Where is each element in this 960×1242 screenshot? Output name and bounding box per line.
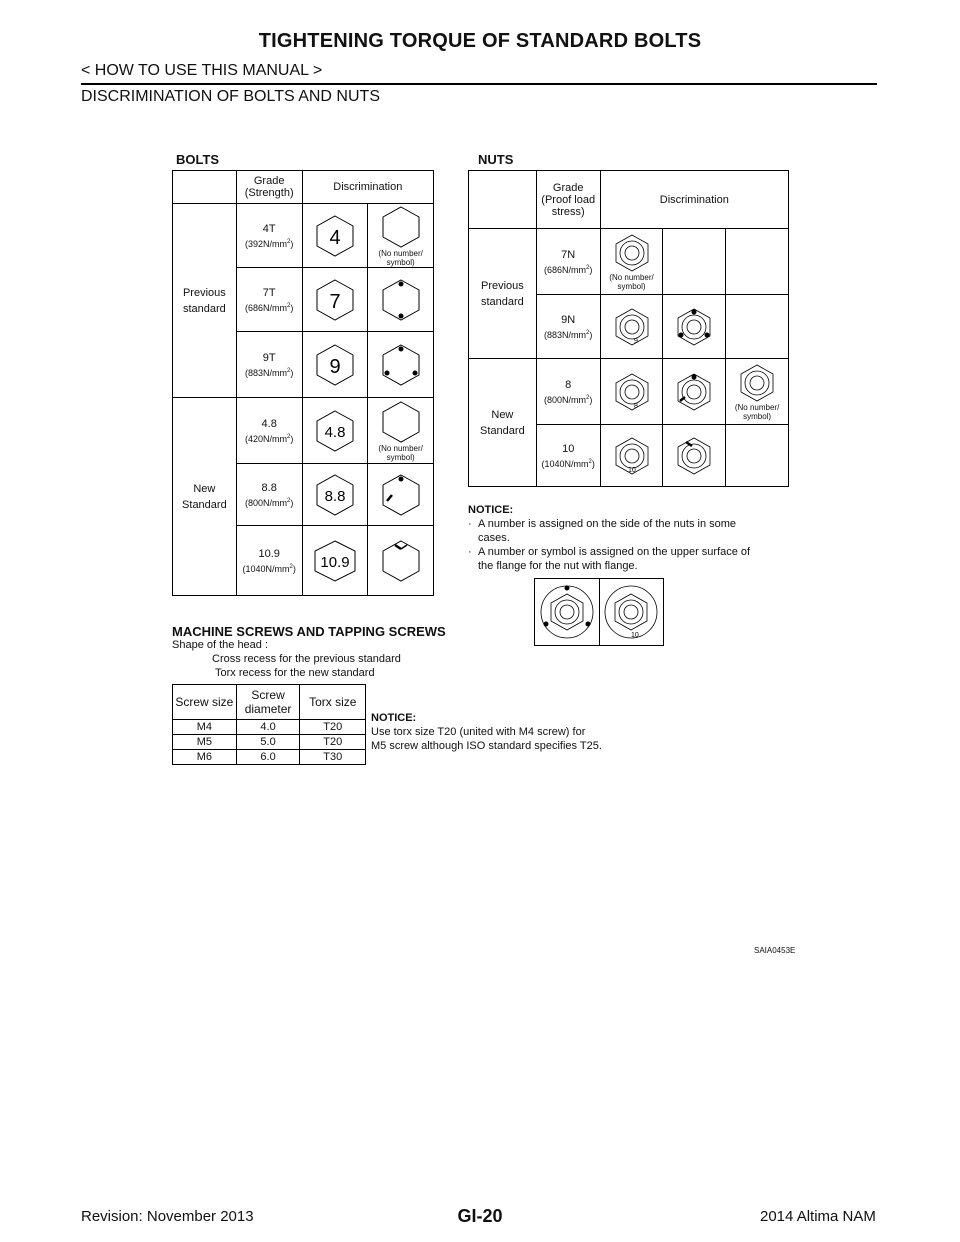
screw-cell: 4.0	[236, 720, 300, 735]
nuts-previous-standard: Previous standard	[469, 229, 537, 359]
nut-empty-cell	[726, 229, 789, 295]
page-number: GI-20	[457, 1206, 503, 1226]
nuts-label: NUTS	[478, 152, 514, 167]
bolt-head-number-icon	[315, 214, 355, 258]
nut-grade-cell	[536, 359, 600, 425]
nut-symbol-cell	[600, 229, 663, 295]
screw-cell: 6.0	[236, 750, 300, 765]
nuts-header-spacer	[469, 171, 537, 229]
bolt-head-number-icon	[315, 473, 355, 517]
revision-label: Revision: November 2013	[81, 1208, 254, 1225]
screw-table	[172, 684, 366, 765]
bolt-number-cell	[302, 332, 368, 398]
bolt-strength: $(420N/mm^2)$	[244, 433, 294, 444]
machine-screws-title: MACHINE SCREWS AND TAPPING SCREWS	[172, 624, 446, 639]
nut-plain-icon	[737, 363, 777, 403]
nut-strength: $(1040N/mm^2)$	[541, 458, 595, 469]
nut-strength: $(883N/mm^2)$	[544, 329, 593, 340]
table-row	[173, 750, 366, 765]
no-symbol-label: (No number/ symbol)	[378, 248, 423, 267]
screw-col-header: Screw size	[173, 685, 237, 720]
flange-nut-number	[600, 579, 664, 645]
nut-symbol-cell	[663, 359, 726, 425]
no-symbol-label: (No number/ symbol)	[609, 272, 654, 291]
bolt-grade: 9T	[262, 351, 276, 364]
bolt-grade: 4T	[262, 222, 276, 235]
notice-title: NOTICE:	[371, 712, 417, 724]
shape-new: Torx recess for the new standard	[215, 667, 375, 679]
notice-item: · A number or symbol is assigned on the upper surface of the flange for the nut with flange.	[468, 545, 768, 573]
bolts-label: BOLTS	[176, 152, 220, 167]
screw-cell: T20	[300, 735, 366, 750]
nut-grade: 8	[565, 378, 572, 391]
notice-text: M5 screw although ISO standard specifies T25.	[371, 740, 602, 752]
screw-col-header: Screw diameter	[236, 685, 300, 720]
bolts-previous-standard: Previous standard	[173, 204, 237, 398]
bolt-number-label: 10.9	[320, 553, 350, 571]
screw-cell: 5.0	[236, 735, 300, 750]
notice-item: · A number is assigned on the side of the nuts in some cases.	[468, 517, 768, 545]
nuts-table	[468, 170, 789, 487]
bolts-header-spacer	[173, 171, 237, 204]
bolt-symbol-cell	[368, 332, 434, 398]
nut-number-icon	[612, 436, 652, 476]
nut-grade-cell	[536, 229, 600, 295]
nut-grade: 9N	[561, 313, 576, 326]
bolt-number-label: 9	[329, 355, 341, 378]
bolt-head-plain-icon	[381, 205, 421, 249]
nut-number-icon	[612, 307, 652, 347]
bolt-grade-cell	[236, 464, 302, 526]
breadcrumb[interactable]: < HOW TO USE THIS MANUAL >	[81, 62, 323, 79]
table-row	[173, 720, 366, 735]
nut-mark-label: 10	[627, 466, 636, 474]
nuts-notice	[468, 503, 768, 573]
bolt-head-mark-icon	[381, 539, 421, 583]
screw-cell: M4	[173, 720, 237, 735]
bolt-strength: $(883N/mm^2)$	[244, 367, 294, 378]
bolt-head-mark-icon	[381, 473, 421, 517]
bolt-head-number-icon	[315, 343, 355, 387]
notice-text: A number or symbol is assigned on the upper surface of the flange for the nut with flange.	[478, 546, 751, 572]
bolt-head-number-icon	[315, 278, 355, 322]
flange-nut-dots	[535, 579, 600, 645]
nut-empty-cell	[663, 229, 726, 295]
nut-number-cell	[600, 359, 663, 425]
bolt-number-label: 4.8	[324, 423, 346, 441]
nut-grade-cell	[536, 425, 600, 487]
bolt-head-plain-icon	[381, 400, 421, 444]
no-symbol-label: (No number/ symbol)	[378, 443, 423, 462]
nut-mark-icon	[674, 436, 714, 476]
nuts-col-grade: Grade (Proof load stress)	[536, 171, 600, 229]
bolt-head-number-icon	[313, 539, 357, 583]
screw-cell: M5	[173, 735, 237, 750]
header-divider	[81, 83, 877, 85]
nut-mark-label: 9	[633, 337, 638, 345]
notice-text: Use torx size T20 (united with M4 screw) for	[371, 726, 586, 738]
nut-symbol-cell	[663, 295, 726, 359]
bolt-strength: $(686N/mm^2)$	[244, 302, 294, 313]
nuts-new-standard: New Standard	[469, 359, 537, 487]
screw-cell: T20	[300, 720, 366, 735]
bolt-symbol-cell	[368, 268, 434, 332]
bolt-head-3dot-icon	[381, 343, 421, 387]
nut-grade: 10	[562, 442, 575, 455]
bolt-grade-cell	[236, 268, 302, 332]
nut-number-cell	[600, 295, 663, 359]
page-title: TIGHTENING TORQUE OF STANDARD BOLTS	[258, 30, 702, 52]
bolt-symbol-cell	[368, 204, 434, 268]
nut-mark-label: 8	[633, 402, 638, 410]
bolt-number-label: 7	[329, 290, 341, 313]
bolt-grade: 8.8	[261, 481, 277, 494]
bolt-grade: 4.8	[261, 417, 277, 430]
bolt-number-cell	[302, 268, 368, 332]
nut-strength: $(800N/mm^2)$	[544, 394, 593, 405]
screw-cell: M6	[173, 750, 237, 765]
model-label: 2014 Altima NAM	[760, 1208, 876, 1225]
bolts-col-discrimination: Discrimination	[302, 171, 433, 204]
notice-title: NOTICE:	[468, 504, 514, 516]
bolt-strength: $(1040N/mm^2)$	[242, 563, 296, 574]
bolt-number-label: 8.8	[324, 487, 346, 505]
shape-prev: Cross recess for the previous standard	[212, 653, 401, 665]
bolt-grade-cell	[236, 332, 302, 398]
bolt-strength: $(392N/mm^2)$	[244, 238, 294, 249]
flange-mark-label: 10	[631, 632, 640, 639]
screws-notice	[371, 711, 691, 753]
flange-nut-figure	[534, 578, 664, 646]
figure-id: SAIA0453E	[754, 946, 796, 955]
bolt-head-2dot-icon	[381, 278, 421, 322]
nuts-col-discrimination: Discrimination	[600, 171, 788, 229]
nut-number-cell	[600, 425, 663, 487]
no-symbol-label: (No number/ symbol)	[734, 402, 780, 421]
nut-3dot-icon	[674, 307, 714, 347]
bolts-col-grade: Grade (Strength)	[236, 171, 302, 204]
bolt-number-cell	[302, 204, 368, 268]
screw-cell: T30	[300, 750, 366, 765]
bolts-new-standard: New Standard	[173, 398, 237, 596]
nut-symbol-cell	[663, 425, 726, 487]
flange-nut-3dot-icon	[539, 584, 595, 640]
bolt-grade-cell	[236, 204, 302, 268]
nut-plain-icon	[612, 233, 652, 273]
bolt-head-number-icon	[315, 409, 355, 453]
bolt-symbol-cell	[368, 526, 434, 596]
bolt-symbol-cell	[368, 398, 434, 464]
screw-col-header: Torx size	[300, 685, 366, 720]
table-row	[173, 735, 366, 750]
nut-grade: 7N	[561, 248, 576, 261]
nut-number-icon	[612, 372, 652, 412]
nut-strength: $(686N/mm^2)$	[544, 264, 593, 275]
bolt-number-label: 4	[329, 226, 341, 249]
nut-empty-cell	[726, 295, 789, 359]
nut-empty-cell	[726, 425, 789, 487]
flange-nut-number-icon	[603, 584, 659, 640]
nut-grade-cell	[536, 295, 600, 359]
bolt-strength: $(800N/mm^2)$	[244, 497, 294, 508]
bolts-table	[172, 170, 434, 596]
nut-symbol-cell	[726, 359, 789, 425]
bolt-symbol-cell	[368, 464, 434, 526]
bolt-number-cell	[302, 464, 368, 526]
bolt-grade-cell	[236, 526, 302, 596]
bolt-grade-cell	[236, 398, 302, 464]
nut-mark-icon	[674, 372, 714, 412]
bolt-grade: 7T	[262, 286, 276, 299]
bolt-number-cell	[302, 526, 368, 596]
bolt-number-cell	[302, 398, 368, 464]
bolt-grade: 10.9	[258, 547, 280, 560]
notice-text: A number is assigned on the side of the nuts in some cases.	[478, 518, 737, 544]
section-title: DISCRIMINATION OF BOLTS AND NUTS	[81, 88, 380, 105]
shape-label: Shape of the head :	[172, 639, 269, 651]
